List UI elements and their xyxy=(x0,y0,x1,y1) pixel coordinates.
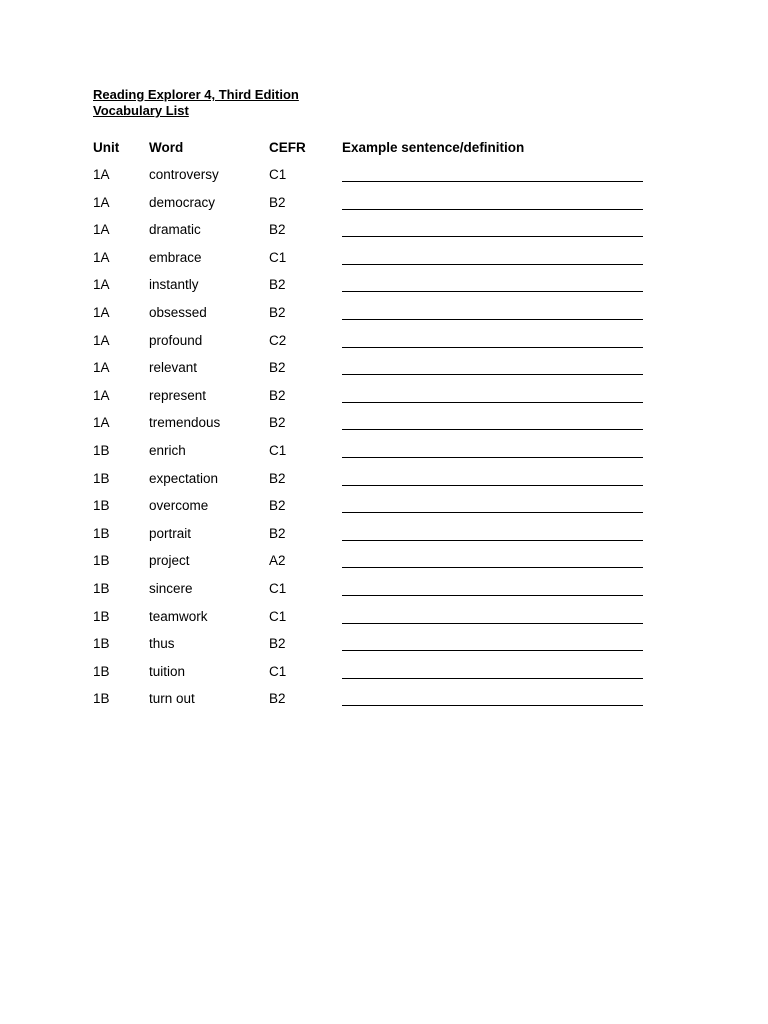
table-row xyxy=(93,497,653,525)
word-cell: sincere xyxy=(149,580,193,596)
example-blank-line xyxy=(342,678,643,679)
word-cell: enrich xyxy=(149,442,186,458)
table-body xyxy=(93,166,653,718)
word-cell: teamwork xyxy=(149,608,208,624)
cefr-cell: B2 xyxy=(269,387,286,403)
example-blank-line xyxy=(342,236,643,237)
cefr-cell: C1 xyxy=(269,580,287,596)
header-word: Word xyxy=(149,140,184,155)
cefr-cell: C1 xyxy=(269,249,287,265)
table-row xyxy=(93,470,653,498)
cefr-cell: B2 xyxy=(269,277,286,293)
example-blank-line xyxy=(342,540,643,541)
header-unit: Unit xyxy=(93,140,120,155)
table-row xyxy=(93,552,653,580)
table-row xyxy=(93,194,653,222)
unit-cell: 1B xyxy=(93,498,110,514)
word-cell: tuition xyxy=(149,663,186,679)
table-row xyxy=(93,414,653,442)
word-cell: turn out xyxy=(149,691,195,707)
cefr-cell: B2 xyxy=(269,304,286,320)
word-cell: tremendous xyxy=(149,415,221,431)
unit-cell: 1A xyxy=(93,415,110,431)
example-blank-line xyxy=(342,512,643,513)
cefr-cell: C2 xyxy=(269,332,287,348)
cefr-cell: B2 xyxy=(269,194,286,210)
table-row xyxy=(93,525,653,553)
word-cell: embrace xyxy=(149,249,202,265)
unit-cell: 1B xyxy=(93,608,110,624)
unit-cell: 1A xyxy=(93,249,110,265)
cefr-cell: C1 xyxy=(269,663,287,679)
document-title: Reading Explorer 4, Third Edition xyxy=(93,87,299,102)
word-cell: controversy xyxy=(149,167,219,182)
word-cell: project xyxy=(149,553,190,569)
cefr-cell: B2 xyxy=(269,498,286,514)
cefr-cell: B2 xyxy=(269,360,286,376)
unit-cell: 1A xyxy=(93,167,110,182)
table-row xyxy=(93,276,653,304)
unit-cell: 1B xyxy=(93,691,110,707)
word-cell: expectation xyxy=(149,470,219,486)
table-row xyxy=(93,359,653,387)
cefr-cell: A2 xyxy=(269,553,286,569)
example-blank-line xyxy=(342,264,643,265)
vocabulary-table xyxy=(93,139,653,718)
unit-cell: 1A xyxy=(93,277,110,293)
table-header-row xyxy=(93,139,653,166)
cefr-cell: B2 xyxy=(269,470,286,486)
word-cell: represent xyxy=(149,387,207,403)
cefr-cell: C1 xyxy=(269,608,287,624)
cefr-cell: B2 xyxy=(269,525,286,541)
word-cell: thus xyxy=(149,636,175,652)
unit-cell: 1A xyxy=(93,332,110,348)
unit-cell: 1B xyxy=(93,442,110,458)
example-blank-line xyxy=(342,374,643,375)
word-cell: portrait xyxy=(149,525,192,541)
example-blank-line xyxy=(342,485,643,486)
cefr-cell: B2 xyxy=(269,222,286,238)
document-subtitle: Vocabulary List xyxy=(93,103,189,118)
table-row xyxy=(93,608,653,636)
cefr-cell: C1 xyxy=(269,167,287,182)
table-row xyxy=(93,249,653,277)
word-cell: dramatic xyxy=(149,222,201,238)
unit-cell: 1B xyxy=(93,553,110,569)
header-example: Example sentence/definition xyxy=(342,140,525,155)
unit-cell: 1B xyxy=(93,470,110,486)
unit-cell: 1B xyxy=(93,580,110,596)
table-row xyxy=(93,690,653,718)
example-blank-line xyxy=(342,402,643,403)
word-cell: profound xyxy=(149,332,203,348)
example-blank-line xyxy=(342,457,643,458)
example-blank-line xyxy=(342,429,643,430)
word-cell: overcome xyxy=(149,498,209,514)
table-row xyxy=(93,166,653,194)
table-row xyxy=(93,304,653,332)
table-row xyxy=(93,635,653,663)
cefr-cell: C1 xyxy=(269,442,287,458)
header-cefr: CEFR xyxy=(269,140,306,155)
unit-cell: 1B xyxy=(93,525,110,541)
cefr-cell: B2 xyxy=(269,691,286,707)
table-row xyxy=(93,442,653,470)
table-row xyxy=(93,221,653,249)
example-blank-line xyxy=(342,567,643,568)
table-row xyxy=(93,580,653,608)
table-row xyxy=(93,332,653,360)
word-cell: obsessed xyxy=(149,304,207,320)
unit-cell: 1A xyxy=(93,222,110,238)
cefr-cell: B2 xyxy=(269,415,286,431)
unit-cell: 1B xyxy=(93,636,110,652)
word-cell: relevant xyxy=(149,360,198,376)
unit-cell: 1B xyxy=(93,663,110,679)
cefr-cell: B2 xyxy=(269,636,286,652)
example-blank-line xyxy=(342,705,643,706)
example-blank-line xyxy=(342,623,643,624)
example-blank-line xyxy=(342,650,643,651)
table-row xyxy=(93,387,653,415)
example-blank-line xyxy=(342,595,643,596)
unit-cell: 1A xyxy=(93,304,110,320)
example-blank-line xyxy=(342,319,643,320)
word-cell: instantly xyxy=(149,277,199,293)
table-row xyxy=(93,663,653,691)
unit-cell: 1A xyxy=(93,194,110,210)
unit-cell: 1A xyxy=(93,387,110,403)
word-cell: democracy xyxy=(149,194,216,210)
example-blank-line xyxy=(342,209,643,210)
example-blank-line xyxy=(342,347,643,348)
unit-cell: 1A xyxy=(93,360,110,376)
example-blank-line xyxy=(342,181,643,182)
example-blank-line xyxy=(342,291,643,292)
